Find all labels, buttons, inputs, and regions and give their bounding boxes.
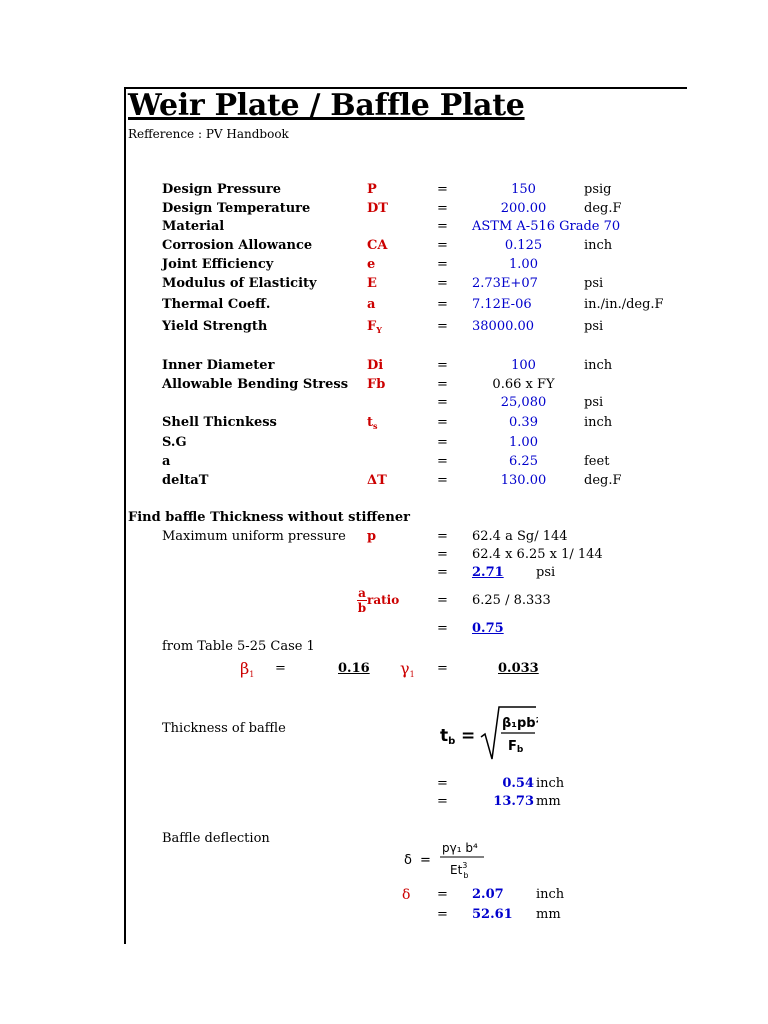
deflection-numerator: pγ₁ b⁴ <box>442 841 478 855</box>
row-value: 200.00 <box>500 201 547 216</box>
geometry-row <box>0 377 768 395</box>
row-value: 7.12E-06 <box>472 297 532 312</box>
row-label: a <box>162 454 171 469</box>
pressure-value-row <box>0 565 768 583</box>
row-value: 0.39 <box>509 415 538 430</box>
row-symbol: CA <box>367 238 388 253</box>
reference-note: Refference : PV Handbook <box>128 127 289 141</box>
pressure-unit: psi <box>536 565 556 580</box>
equals-sign: = <box>437 297 448 312</box>
row-symbol: ΔT <box>367 473 387 488</box>
row-unit: inch <box>584 238 613 253</box>
thickness-inch-value: 0.54 <box>502 776 534 791</box>
design-row <box>0 276 768 294</box>
equals-sign: = <box>437 238 448 253</box>
equals-sign: = <box>437 201 448 216</box>
row-symbol: E <box>367 276 377 291</box>
thickness-formula-svg <box>438 703 538 763</box>
row-unit: psi <box>584 276 604 291</box>
design-row <box>0 257 768 275</box>
equals-sign: = <box>275 661 286 676</box>
row-unit: feet <box>584 454 610 469</box>
row-value: ASTM A-516 Grade 70 <box>472 219 621 234</box>
ratio-numerator: a <box>358 586 366 600</box>
equals-sign: = <box>437 907 448 922</box>
pressure-value: 2.71 <box>472 565 504 580</box>
design-row <box>0 182 768 200</box>
geometry-row <box>0 358 768 376</box>
row-symbol: $t_s$ <box>367 415 378 431</box>
row-symbol: DT <box>367 201 388 216</box>
equals-sign: = <box>437 377 448 392</box>
equals-sign: = <box>437 257 448 272</box>
deflection-denominator: Et$^3$ b <box>450 861 469 880</box>
row-value: 100 <box>511 358 536 373</box>
row-unit: deg.F <box>584 473 622 488</box>
deflection-inch-unit: inch <box>536 887 565 902</box>
row-value: 25,080 <box>500 395 547 410</box>
equals-sign: = <box>437 776 448 791</box>
deflection-inch-value: 2.07 <box>472 887 504 902</box>
geometry-row <box>0 473 768 491</box>
deflection-label-row <box>0 831 768 849</box>
thickness-mm-unit: mm <box>536 794 561 809</box>
pressure-subst-row <box>0 547 768 565</box>
row-label: Design Pressure <box>162 182 281 197</box>
row-value: 2.73E+07 <box>472 276 538 291</box>
find-heading: Find baffle Thickness without stiffener <box>128 510 410 525</box>
design-row <box>0 201 768 219</box>
ratio-formula: 6.25 / 8.333 <box>472 593 551 608</box>
equals-sign: = <box>437 794 448 809</box>
row-label: Allowable Bending Stress <box>162 377 349 392</box>
deflection-formula <box>402 833 492 885</box>
equals-sign: = <box>437 182 448 197</box>
design-row <box>0 319 768 337</box>
deflection-formula-svg <box>402 833 492 885</box>
equals-sign: = <box>437 621 448 636</box>
deflection-inch-row <box>0 887 768 905</box>
thickness-label-row <box>0 721 768 739</box>
pressure-label: Maximum uniform pressure <box>162 529 346 544</box>
beta-symbol: $\beta_1$ <box>240 659 255 679</box>
ratio-value-row <box>0 621 768 639</box>
ratio-row <box>0 593 768 611</box>
equals-sign: = <box>437 358 448 373</box>
row-value: 0.66 x FY <box>492 377 555 392</box>
equals-sign: = <box>437 319 448 334</box>
formula-tb: tb <box>440 726 456 747</box>
equals-sign: = <box>437 661 448 676</box>
equals-sign: = <box>437 219 448 234</box>
thickness-label: Thickness of baffle <box>162 721 286 736</box>
row-label: Modulus of Elasticity <box>162 276 317 291</box>
row-symbol: a <box>367 297 376 312</box>
row-label: S.G <box>162 435 187 450</box>
row-unit: inch <box>584 415 613 430</box>
thickness-inch-unit: inch <box>536 776 565 791</box>
row-value: 6.25 <box>509 454 538 469</box>
pressure-symbol: p <box>367 529 377 544</box>
row-label: Joint Efficiency <box>162 257 274 272</box>
equals-sign: = <box>437 454 448 469</box>
formula-numerator: β₁pb² <box>502 716 538 731</box>
thickness-formula <box>438 703 538 763</box>
row-label: Material <box>162 219 225 234</box>
deflection-label: Baffle deflection <box>162 831 270 846</box>
row-unit: psi <box>584 395 604 410</box>
row-value: 130.00 <box>500 473 547 488</box>
table-reference: from Table 5-25 Case 1 <box>162 639 315 654</box>
pressure-substitution: 62.4 x 6.25 x 1/ 144 <box>472 547 603 562</box>
geometry-row <box>0 395 768 413</box>
row-symbol: $F_Y$ <box>367 319 382 335</box>
gamma-symbol: $\gamma_1$ <box>400 659 415 679</box>
gamma-value: 0.033 <box>498 661 539 676</box>
ratio-value: 0.75 <box>472 621 504 636</box>
equals-sign: = <box>437 547 448 562</box>
pressure-row <box>0 529 768 547</box>
equals-sign: = <box>437 529 448 544</box>
pressure-formula: 62.4 a Sg/ 144 <box>472 529 568 544</box>
row-label: deltaT <box>162 473 209 488</box>
row-unit: psi <box>584 319 604 334</box>
design-row <box>0 297 768 315</box>
thickness-inch-row <box>0 776 768 794</box>
row-label: Yield Strength <box>162 319 268 334</box>
formula-denominator: Fb <box>508 739 524 755</box>
thickness-mm-row <box>0 794 768 812</box>
row-symbol: Di <box>367 358 384 373</box>
row-label: Corrosion Allowance <box>162 238 313 253</box>
geometry-row <box>0 415 768 433</box>
row-unit: deg.F <box>584 201 622 216</box>
row-unit: psig <box>584 182 612 197</box>
equals-sign: = <box>437 395 448 410</box>
formula-delta: δ <box>404 853 412 868</box>
row-value: 1.00 <box>509 257 538 272</box>
design-row <box>0 238 768 256</box>
design-row <box>0 219 768 237</box>
deflection-mm-unit: mm <box>536 907 561 922</box>
deflection-mm-value: 52.61 <box>472 907 513 922</box>
ratio-denominator: b <box>357 601 367 615</box>
row-label: Inner Diameter <box>162 358 275 373</box>
formula-equals: = <box>420 853 431 868</box>
geometry-row <box>0 435 768 453</box>
row-unit: inch <box>584 358 613 373</box>
equals-sign: = <box>437 887 448 902</box>
deflection-mm-row <box>0 907 768 925</box>
equals-sign: = <box>437 415 448 430</box>
row-value: 150 <box>511 182 536 197</box>
delta-symbol: δ <box>402 887 411 903</box>
equals-sign: = <box>437 593 448 608</box>
equals-sign: = <box>437 473 448 488</box>
page-title: Weir Plate / Baffle Plate <box>128 88 525 123</box>
equals-sign: = <box>437 435 448 450</box>
table-ref-row <box>0 639 768 657</box>
row-symbol: P <box>367 182 377 197</box>
geometry-row <box>0 454 768 472</box>
row-label: Shell Thicnkess <box>162 415 277 430</box>
row-value: 1.00 <box>509 435 538 450</box>
row-symbol: Fb <box>367 377 386 392</box>
thickness-mm-value: 13.73 <box>493 794 534 809</box>
row-label: Design Temperature <box>162 201 311 216</box>
equals-sign: = <box>437 276 448 291</box>
row-value: 0.125 <box>504 238 543 253</box>
row-unit: in./in./deg.F <box>584 297 664 312</box>
row-symbol: e <box>367 257 376 272</box>
find-heading-row <box>0 510 768 528</box>
equals-sign: = <box>437 565 448 580</box>
formula-equals: = <box>461 726 476 746</box>
row-label: Thermal Coeff. <box>162 297 271 312</box>
ratio-word: ratio <box>367 593 400 607</box>
coefficient-row <box>0 661 768 683</box>
row-value: 38000.00 <box>472 319 535 334</box>
beta-value: 0.16 <box>338 661 370 676</box>
